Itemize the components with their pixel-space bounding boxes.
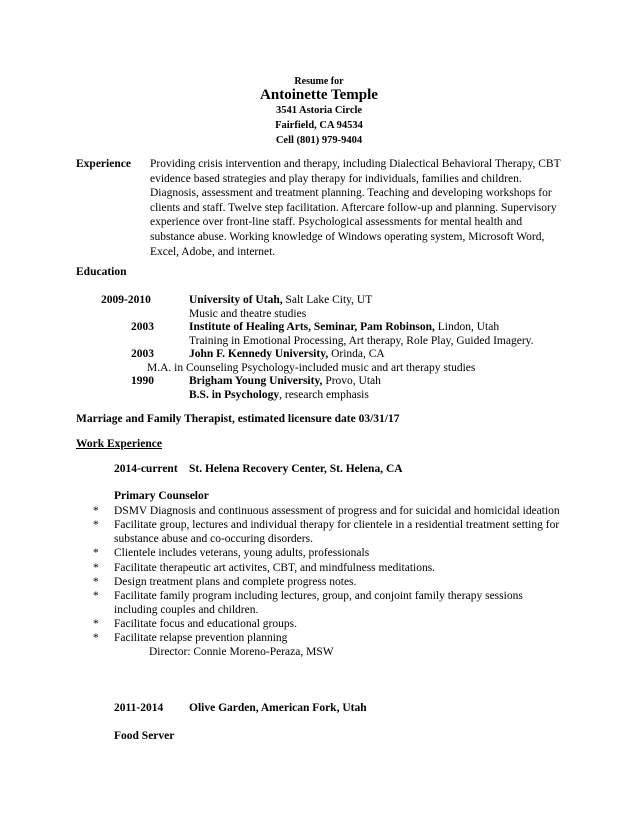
bullet-marker: * — [93, 590, 99, 602]
experience-line: clients and staff. Twelve step facilitation. Aftercare follow-up and planning. Supervisory — [150, 201, 557, 214]
bullet-item: Facilitate relapse prevention planning — [114, 632, 288, 644]
experience-line: substance abuse. Working knowledge of Windows operating system, Microsoft Word, — [150, 230, 545, 243]
bullet-item: Facilitate therapeutic art activites, CBT, and mindfulness meditations. — [114, 562, 436, 574]
bullet-marker: * — [93, 505, 99, 517]
candidate-name: Antoinette Temple — [260, 87, 378, 103]
bullet-marker: * — [93, 576, 99, 588]
bullet-item-continued: substance abuse and co-occuring disorders. — [114, 533, 313, 545]
experience-line: experience over front-line staff. Psychological assessments for mental health and — [150, 216, 523, 229]
experience-line: evidence based strategies and play therapy for individuals, families and children. — [150, 172, 522, 185]
education-heading: Education — [76, 266, 127, 278]
bullet-item: DSMV Diagnosis and continuous assessment of progress and for suicidal and homicidal ideation — [114, 505, 560, 517]
bullet-item: Facilitate group, lectures and individual therapy for clientele in a residential treatment setting for — [114, 519, 560, 531]
licensure-statement: Marriage and Family Therapist, estimated licensure date 03/31/17 — [76, 413, 400, 425]
education-year: 2003 — [131, 321, 154, 333]
city-line: Fairfield, CA 94534 — [275, 120, 363, 131]
experience-summary — [150, 157, 560, 259]
job-director: Director: Connie Moreno-Peraza, MSW — [149, 646, 334, 658]
education-detail: B.S. in Psychology, research emphasis — [189, 389, 369, 401]
resume-for-label: Resume for — [294, 76, 344, 87]
bullet-marker: * — [93, 547, 99, 559]
job-employer: Olive Garden, American Fork, Utah — [189, 702, 367, 714]
work-experience-heading: Work Experience — [76, 438, 162, 450]
bullet-marker: * — [93, 519, 99, 531]
education-school: Institute of Healing Arts, Seminar, Pam Robinson, Lindon, Utah — [189, 321, 500, 333]
education-year: 2009-2010 — [101, 294, 151, 306]
experience-line: Diagnosis, assessment and treatment planning. Teaching and developing workshops for — [150, 187, 552, 200]
bullet-item: Facilitate family program including lectures, group, and conjoint family therapy sessions — [114, 590, 523, 602]
phone-line: Cell (801) 979-9404 — [275, 135, 363, 146]
bullet-item: Clientele includes veterans, young adults, professionals — [114, 547, 370, 559]
education-detail: Music and theatre studies — [189, 308, 307, 320]
education-year: 2003 — [131, 348, 154, 360]
job-employer: St. Helena Recovery Center, St. Helena, CA — [189, 463, 403, 475]
bullet-item-continued: including couples and children. — [114, 604, 259, 616]
experience-line: Providing crisis intervention and therapy, including Dialectical Behavioral Therapy, CBT — [150, 158, 561, 170]
job-dates: 2011-2014 — [114, 702, 164, 714]
experience-line: Excel, Adobe, and internet. — [150, 245, 276, 258]
address-line: 3541 Astoria Circle — [275, 105, 363, 116]
education-detail: M.A. in Counseling Psychology-included music and art therapy studies — [147, 362, 476, 374]
job-title: Primary Counselor — [114, 490, 209, 502]
education-detail: Training in Emotional Processing, Art therapy, Role Play, Guided Imagery. — [189, 335, 534, 347]
bullet-marker: * — [93, 632, 99, 644]
education-year: 1990 — [131, 375, 154, 387]
bullet-item: Design treatment plans and complete progress notes. — [114, 576, 357, 588]
education-school: Brigham Young University, Provo, Utah — [189, 375, 381, 387]
education-school: University of Utah, Salt Lake City, UT — [189, 294, 373, 306]
job-dates: 2014-current — [114, 463, 178, 475]
job-title: Food Server — [114, 730, 175, 742]
experience-heading: Experience — [76, 158, 131, 170]
bullet-marker: * — [93, 562, 99, 574]
bullet-item: Facilitate focus and educational groups. — [114, 618, 297, 630]
bullet-marker: * — [93, 618, 99, 630]
education-school: John F. Kennedy University, Orinda, CA — [189, 348, 385, 360]
